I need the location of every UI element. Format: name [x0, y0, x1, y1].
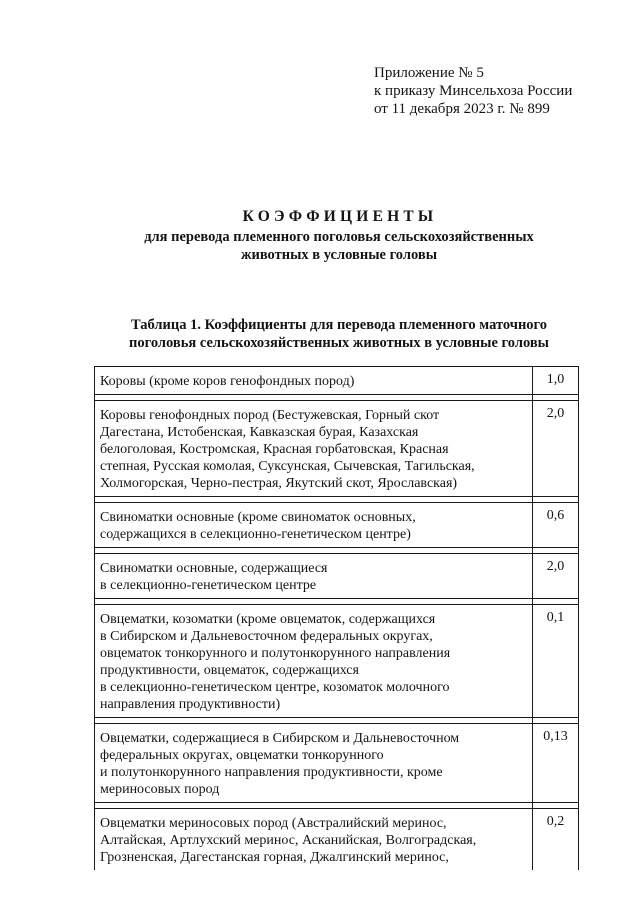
table-row	[95, 367, 579, 395]
document-title: КОЭФФИЦИЕНТЫ	[242, 208, 438, 225]
coefficients-table	[94, 366, 579, 870]
animal-category-text: содержащихся в селекционно-генетическом центре)	[100, 527, 411, 542]
animal-category-text: и полутонкорунного направления продуктивности, кроме	[100, 765, 443, 780]
table-caption	[0, 316, 640, 352]
animal-category-cell	[95, 503, 533, 548]
coefficient-value-cell: 1,0	[533, 367, 579, 395]
animal-category-text: в Сибирском и Дальневосточном федеральных округах,	[100, 629, 433, 644]
animal-category-cell	[95, 724, 533, 803]
animal-category-text: направления продуктивности)	[100, 697, 281, 712]
animal-category-cell	[95, 554, 533, 599]
animal-category-text: мериносовых пород	[100, 782, 220, 797]
table-row	[95, 503, 579, 548]
appendix-line-3: от 11 декабря 2023 г. № 899	[374, 101, 550, 117]
table-caption-line-2: поголовья сельскохозяйственных животных в условные головы	[129, 335, 549, 351]
animal-category-text: в селекционно-генетическом центре	[100, 578, 317, 593]
animal-category-text: Овцематки, козоматки (кроме овцематок, содержащихся	[100, 612, 436, 627]
animal-category-text: федеральных округах, овцематки тонкорунного	[100, 748, 384, 763]
table-row	[95, 605, 579, 718]
animal-category-text: Овцематки, содержащиеся в Сибирском и Дальневосточном	[100, 731, 460, 746]
table-row	[95, 724, 579, 803]
document-subtitle	[0, 228, 640, 264]
appendix-line-2: к приказу Минсельхоза России	[374, 83, 573, 99]
animal-category-text: продуктивности, овцематок, содержащихся	[100, 663, 359, 678]
animal-category-cell	[95, 401, 533, 497]
coefficient-value-cell: 0,13	[533, 724, 579, 803]
subtitle-line-2: животных в условные головы	[240, 247, 438, 263]
coefficient-value-cell: 0,6	[533, 503, 579, 548]
coefficient-value-cell: 0,2	[533, 809, 579, 871]
animal-category-text: Коровы генофондных пород (Бестужевская, Горный скот	[100, 408, 440, 423]
table-row	[95, 401, 579, 497]
table-row	[95, 554, 579, 599]
animal-category-text: Дагестана, Истобенская, Кавказская бурая, Казахская	[100, 425, 419, 440]
animal-category-text: Коровы (кроме коров генофондных пород)	[100, 374, 355, 389]
appendix-line-1: Приложение № 5	[374, 65, 484, 81]
animal-category-text: в селекционно-генетическом центре, козоматок молочного	[100, 680, 450, 695]
subtitle-line-1: для перевода племенного поголовья сельскохозяйственных	[144, 229, 534, 245]
animal-category-text: степная, Русская комолая, Суксунская, Сычевская, Тагильская,	[100, 459, 475, 474]
animal-category-text: Свиноматки основные, содержащиеся	[100, 561, 328, 576]
table-row	[95, 809, 579, 871]
coefficient-value-cell: 2,0	[533, 401, 579, 497]
animal-category-text: Грозненская, Дагестанская горная, Джалгинский меринос,	[100, 850, 449, 865]
animal-category-text: Свиноматки основные (кроме свиноматок основных,	[100, 510, 416, 525]
animal-category-cell	[95, 367, 533, 395]
animal-category-text: овцематок тонкорунного и полутонкорунного направления	[100, 646, 451, 661]
animal-category-cell	[95, 809, 533, 871]
animal-category-text: белоголовая, Костромская, Красная горбатовская, Красная	[100, 442, 449, 457]
animal-category-text: Алтайская, Артлухский меринос, Асканийская, Волгоградская,	[100, 833, 477, 848]
coefficient-value-cell: 2,0	[533, 554, 579, 599]
appendix-note	[374, 64, 572, 118]
table-caption-line-1: Таблица 1. Коэффициенты для перевода племенного маточного	[130, 317, 548, 333]
coefficient-value-cell: 0,1	[533, 605, 579, 718]
animal-category-cell	[95, 605, 533, 718]
animal-category-text: Овцематки мериносовых пород (Австралийский меринос,	[100, 816, 447, 831]
animal-category-text: Холмогорская, Черно-пестрая, Якутский скот, Ярославская)	[100, 476, 458, 491]
